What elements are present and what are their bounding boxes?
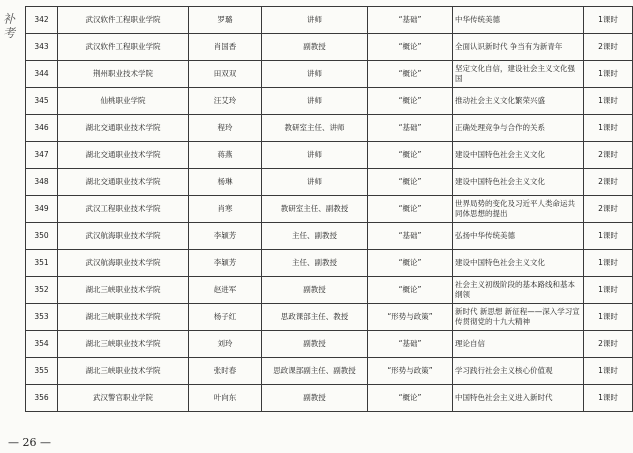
teacher-name-cell: 蒋燕 <box>189 142 262 169</box>
job-title-cell: 教研室主任、副教授 <box>262 196 368 223</box>
lecture-topic-cell: 推动社会主义文化繁荣兴盛 <box>453 88 584 115</box>
teacher-name-cell: 叶向东 <box>189 385 262 412</box>
school-cell: 武汉软件工程职业学院 <box>58 7 189 34</box>
table-row <box>26 223 633 250</box>
teacher-name-cell: 汪艾玲 <box>189 88 262 115</box>
course-cell: “基础” <box>368 331 453 358</box>
table-row <box>26 358 633 385</box>
table-row <box>26 115 633 142</box>
teacher-name-cell: 张时春 <box>189 358 262 385</box>
course-cell: “概论” <box>368 277 453 304</box>
class-hours-cell: 1课时 <box>584 223 633 250</box>
class-hours-cell: 2课时 <box>584 196 633 223</box>
job-title-cell: 副教授 <box>262 277 368 304</box>
teacher-name-cell: 肖寒 <box>189 196 262 223</box>
row-number-cell: 343 <box>26 34 58 61</box>
teacher-name-cell: 程玲 <box>189 115 262 142</box>
job-title-cell: 教研室主任、讲师 <box>262 115 368 142</box>
teacher-name-cell: 田双双 <box>189 61 262 88</box>
job-title-cell: 讲师 <box>262 142 368 169</box>
job-title-cell: 主任、副教授 <box>262 223 368 250</box>
row-number-cell: 342 <box>26 7 58 34</box>
table-row <box>26 88 633 115</box>
lecture-topic-cell: 理论自信 <box>453 331 584 358</box>
school-cell: 湖北三峡职业技术学院 <box>58 331 189 358</box>
course-cell: “概论” <box>368 142 453 169</box>
class-hours-cell: 1课时 <box>584 250 633 277</box>
table-row <box>26 250 633 277</box>
job-title-cell: 副教授 <box>262 385 368 412</box>
school-cell: 武汉航海职业技术学院 <box>58 223 189 250</box>
job-title-cell: 思政课部主任、教授 <box>262 304 368 331</box>
course-cell: “基础” <box>368 223 453 250</box>
row-number-cell: 346 <box>26 115 58 142</box>
job-title-cell: 讲师 <box>262 61 368 88</box>
course-cell: “概论” <box>368 385 453 412</box>
school-cell: 仙桃职业学院 <box>58 88 189 115</box>
class-hours-cell: 1课时 <box>584 115 633 142</box>
lecture-topic-cell: 弘扬中华传统美德 <box>453 223 584 250</box>
row-number-cell: 353 <box>26 304 58 331</box>
school-cell: 湖北交通职业技术学院 <box>58 169 189 196</box>
row-number-cell: 355 <box>26 358 58 385</box>
job-title-cell: 主任、副教授 <box>262 250 368 277</box>
row-number-cell: 349 <box>26 196 58 223</box>
school-cell: 湖北交通职业技术学院 <box>58 142 189 169</box>
class-hours-cell: 1课时 <box>584 304 633 331</box>
lecture-topic-cell: 学习践行社会主义核心价值观 <box>453 358 584 385</box>
school-cell: 湖北三峡职业技术学院 <box>58 277 189 304</box>
course-cell: “概论” <box>368 88 453 115</box>
class-hours-cell: 1课时 <box>584 358 633 385</box>
job-title-cell: 讲师 <box>262 7 368 34</box>
job-title-cell: 讲师 <box>262 88 368 115</box>
course-cell: “概论” <box>368 250 453 277</box>
roster-table-body <box>26 7 633 412</box>
lecture-topic-cell: 新时代 新思想 新征程——深入学习宣传贯彻党的十九大精神 <box>453 304 584 331</box>
school-cell: 湖北三峡职业技术学院 <box>58 358 189 385</box>
class-hours-cell: 2课时 <box>584 169 633 196</box>
table-row <box>26 142 633 169</box>
handwritten-margin-mark: 补考 <box>3 12 16 40</box>
course-cell: “形势与政策” <box>368 304 453 331</box>
teacher-name-cell: 赵进军 <box>189 277 262 304</box>
class-hours-cell: 2课时 <box>584 331 633 358</box>
class-hours-cell: 1课时 <box>584 7 633 34</box>
job-title-cell: 思政课部副主任、副教授 <box>262 358 368 385</box>
table-row <box>26 7 633 34</box>
table-row <box>26 277 633 304</box>
row-number-cell: 344 <box>26 61 58 88</box>
lecture-topic-cell: 坚定文化自信，建设社会主义文化强国 <box>453 61 584 88</box>
school-cell: 武汉工程职业技术学院 <box>58 196 189 223</box>
class-hours-cell: 1课时 <box>584 385 633 412</box>
school-cell: 武汉软件工程职业学院 <box>58 34 189 61</box>
row-number-cell: 347 <box>26 142 58 169</box>
row-number-cell: 348 <box>26 169 58 196</box>
lecture-topic-cell: 正确处理竞争与合作的关系 <box>453 115 584 142</box>
school-cell: 荆州职业技术学院 <box>58 61 189 88</box>
course-cell: “形势与政策” <box>368 358 453 385</box>
course-roster-table <box>25 6 633 412</box>
lecture-topic-cell: 世界局势的变化及习近平人类命运共同体思想的提出 <box>453 196 584 223</box>
course-cell: “基础” <box>368 7 453 34</box>
job-title-cell: 副教授 <box>262 331 368 358</box>
teacher-name-cell: 杨子红 <box>189 304 262 331</box>
teacher-name-cell: 肖国香 <box>189 34 262 61</box>
lecture-topic-cell: 中国特色社会主义进入新时代 <box>453 385 584 412</box>
row-number-cell: 352 <box>26 277 58 304</box>
class-hours-cell: 1课时 <box>584 88 633 115</box>
lecture-topic-cell: 社会主义初级阶段的基本路线和基本纲领 <box>453 277 584 304</box>
course-cell: “概论” <box>368 169 453 196</box>
row-number-cell: 350 <box>26 223 58 250</box>
page-number: — 26 — <box>8 436 51 449</box>
table-row <box>26 61 633 88</box>
school-cell: 湖北三峡职业技术学院 <box>58 304 189 331</box>
school-cell: 武汉警官职业学院 <box>58 385 189 412</box>
job-title-cell: 副教授 <box>262 34 368 61</box>
teacher-name-cell: 李颖芳 <box>189 250 262 277</box>
class-hours-cell: 1课时 <box>584 61 633 88</box>
class-hours-cell: 1课时 <box>584 277 633 304</box>
teacher-name-cell: 李颖芳 <box>189 223 262 250</box>
school-cell: 湖北交通职业技术学院 <box>58 115 189 142</box>
table-row <box>26 196 633 223</box>
course-cell: “概论” <box>368 61 453 88</box>
course-cell: “概论” <box>368 196 453 223</box>
row-number-cell: 345 <box>26 88 58 115</box>
job-title-cell: 讲师 <box>262 169 368 196</box>
row-number-cell: 351 <box>26 250 58 277</box>
school-cell: 武汉航海职业技术学院 <box>58 250 189 277</box>
row-number-cell: 354 <box>26 331 58 358</box>
course-cell: “基础” <box>368 115 453 142</box>
class-hours-cell: 2课时 <box>584 34 633 61</box>
row-number-cell: 356 <box>26 385 58 412</box>
table-row <box>26 304 633 331</box>
class-hours-cell: 2课时 <box>584 142 633 169</box>
table-row <box>26 331 633 358</box>
lecture-topic-cell: 全面认识新时代 争当有为新青年 <box>453 34 584 61</box>
lecture-topic-cell: 建设中国特色社会主义文化 <box>453 142 584 169</box>
table-row <box>26 169 633 196</box>
teacher-name-cell: 杨琳 <box>189 169 262 196</box>
table-row <box>26 34 633 61</box>
lecture-topic-cell: 建设中国特色社会主义文化 <box>453 169 584 196</box>
teacher-name-cell: 刘玲 <box>189 331 262 358</box>
table-row <box>26 385 633 412</box>
lecture-topic-cell: 建设中国特色社会主义文化 <box>453 250 584 277</box>
course-cell: “概论” <box>368 34 453 61</box>
lecture-topic-cell: 中华传统美德 <box>453 7 584 34</box>
teacher-name-cell: 罗璐 <box>189 7 262 34</box>
